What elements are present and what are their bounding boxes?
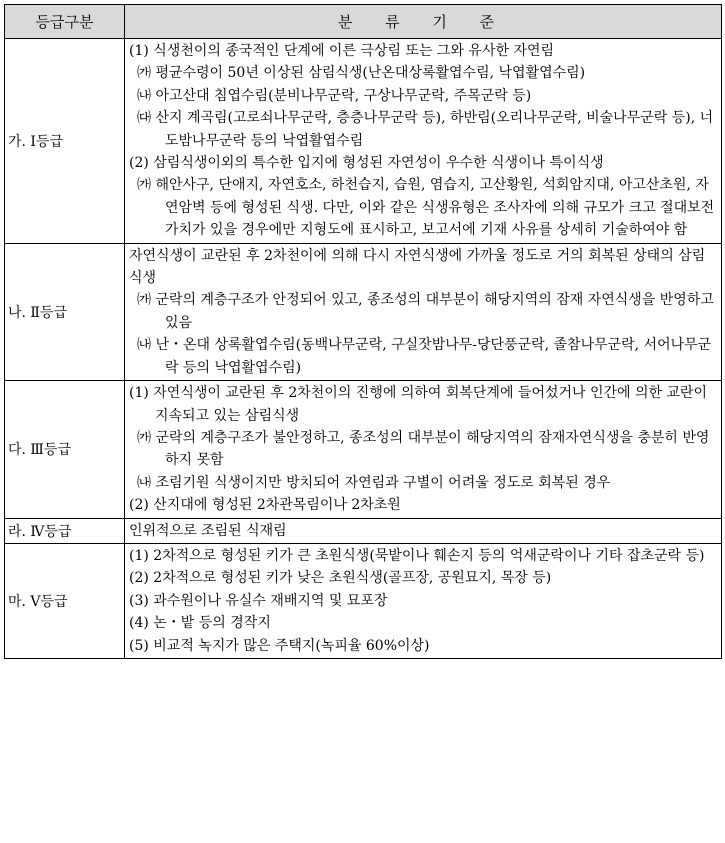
grade-cell: 가. Ⅰ등급 (5, 39, 125, 244)
table-row (5, 543, 722, 658)
criteria-item: (2) 2차적으로 형성된 키가 낮은 초원식생(골프장, 공원묘지, 목장 등) (129, 570, 552, 587)
table-row (5, 39, 722, 244)
criteria-item: (1) 자연식생이 교란된 후 2차천이의 진행에 의하여 회복단계에 들어섰거나 인간에 의한 교란이 지속되고 있는 삼림식생 (129, 385, 708, 424)
criteria-item: (2) 삼림식생이외의 특수한 입지에 형성된 자연성이 우수한 식생이나 특이식생 (129, 155, 604, 172)
criteria-item: (1) 식생천이의 종국적인 단계에 이른 극상림 또는 그와 유사한 자연림 (129, 43, 555, 59)
criteria-subitem: ㈎ 군락의 계층구조가 안정되어 있고, 종조성의 대부분이 해당지역의 잠재 자연식생을 반영하고 있음 (137, 292, 714, 331)
criteria-cell (125, 518, 722, 543)
header-grade: 등급구분 (5, 5, 125, 39)
header-criteria (125, 5, 722, 39)
table-row (5, 243, 722, 380)
criteria-subitem: ㈏ 아고산대 침엽수림(분비나무군락, 구상나무군락, 주목군락 등) (137, 87, 532, 104)
criteria-subitem: ㈐ 산지 계곡림(고로쇠나무군락, 층층나무군락 등), 하반림(오리나무군락, 비술나무군락 등), 너도밤나무군락 등의 낙엽활엽수림 (137, 110, 714, 149)
criteria-subitem: ㈏ 조림기원 식생이지만 방치되어 자연림과 구별이 어려울 정도로 회복된 경우 (137, 474, 611, 491)
table-header-row (5, 5, 722, 39)
criteria-cell (125, 543, 722, 658)
grade-cell: 나. Ⅱ등급 (5, 243, 125, 380)
table-row (5, 381, 722, 518)
criteria-subitem: ㈎ 평균수령이 50년 이상된 삼림식생(난온대상록활엽수림, 낙엽활엽수림) (137, 65, 586, 82)
criteria-cell (125, 381, 722, 518)
criteria-item: (4) 논・밭 등의 경작지 (129, 615, 271, 632)
criteria-item: (1) 2차적으로 형성된 키가 큰 초원식생(묵밭이나 훼손지 등의 억새군락이나 기타 잡초군락 등) (129, 547, 705, 564)
criteria-item: (2) 산지대에 형성된 2차관목림이나 2차초원 (129, 497, 401, 514)
table-row (5, 518, 722, 543)
criteria-item: (5) 비교적 녹지가 많은 주택지(녹피율 60%이상) (129, 637, 430, 654)
criteria-subitem: ㈎ 해안사구, 단애지, 자연호소, 하천습지, 습원, 염습지, 고산황원, 석회암지대, 아고산초원, 자연암벽 등에 형성된 식생. 다만, 이와 같은 식생유형은 조사자에 의해 규모가 크고 절대보전가치가 있을 경우에만 지형도에 표시하고, 보고서에 기재 사유를 상세히 기술하여야 함 (137, 177, 715, 239)
criteria-item: 인위적으로 조림된 식재림 (129, 522, 287, 539)
criteria-item: (3) 과수원이나 유실수 재배지역 및 묘포장 (129, 592, 388, 609)
grade-cell: 라. Ⅳ등급 (5, 518, 125, 543)
criteria-cell (125, 243, 722, 380)
criteria-subitem: ㈎ 군락의 계층구조가 불안정하고, 종조성의 대부분이 해당지역의 잠재자연식생을 충분히 반영하지 못함 (137, 429, 710, 469)
criteria-subitem: ㈏ 난・온대 상록활엽수림(동백나무군락, 구실잣밤나무-당단풍군락, 졸참나무군락, 서어나무군락 등의 낙엽활엽수림) (137, 337, 712, 376)
grade-cell: 다. Ⅲ등급 (5, 381, 125, 518)
criteria-cell (125, 39, 722, 244)
criteria-item: 자연식생이 교란된 후 2차천이에 의해 다시 자연식생에 가까울 정도로 거의 회복된 상태의 삼림식생 (129, 247, 706, 287)
grade-cell: 마. Ⅴ등급 (5, 543, 125, 658)
header-criteria-label: 분 류 기 준 (337, 13, 509, 31)
classification-table (4, 4, 722, 659)
